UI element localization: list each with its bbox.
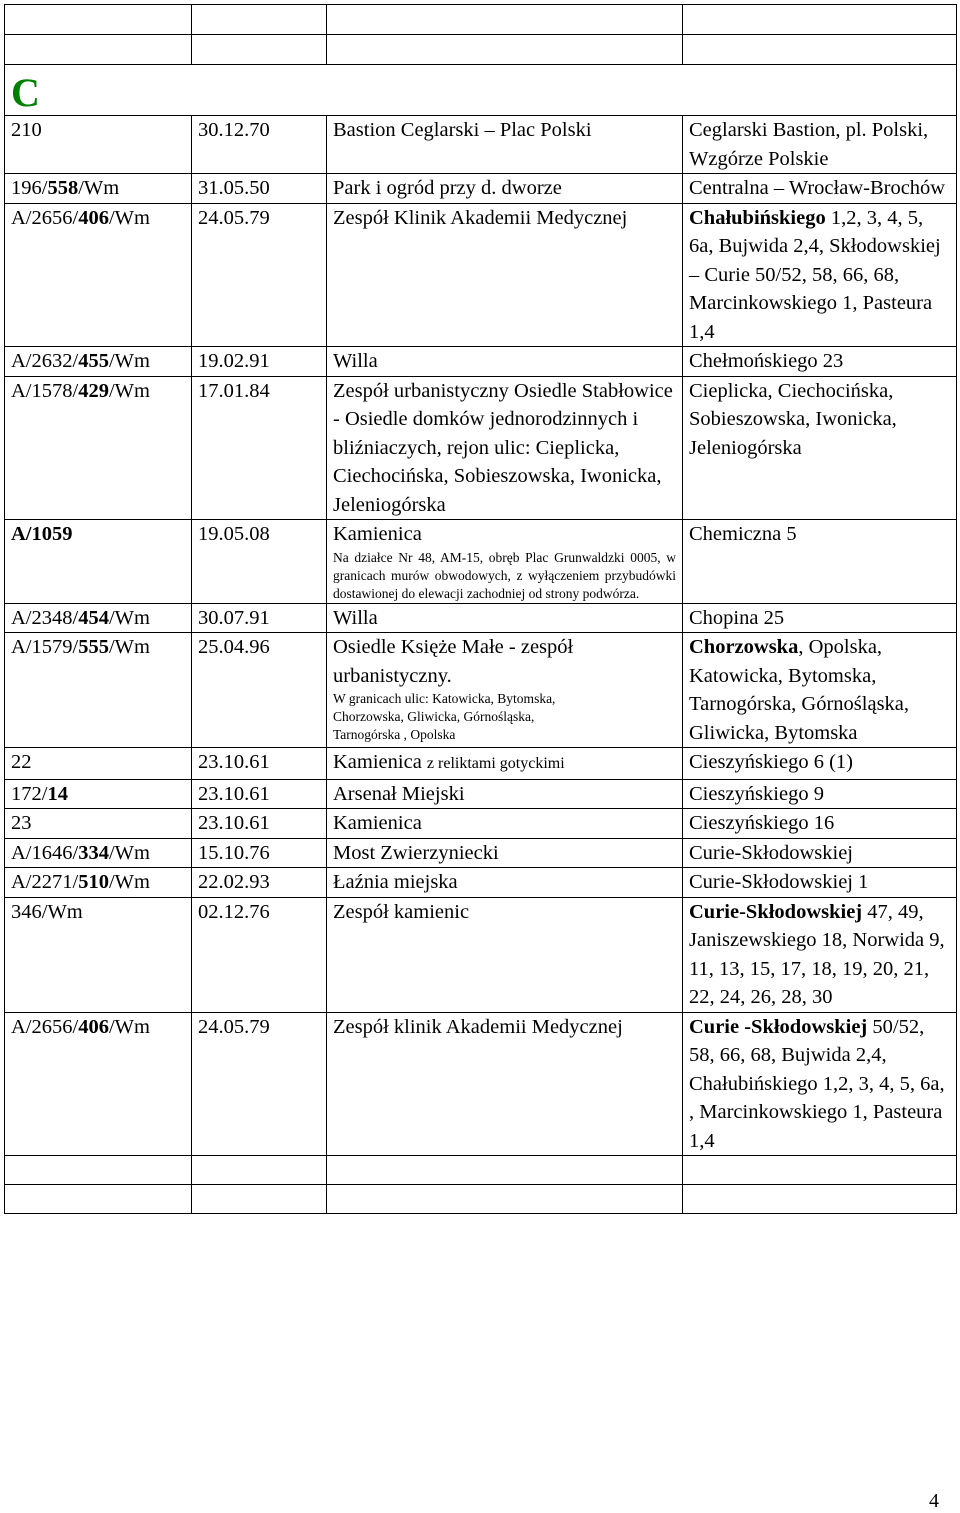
text-run: 23.10.61 [198,751,270,773]
address-cell [683,347,957,377]
object-name-cell [327,1012,683,1156]
text-run: 25.04.96 [198,636,270,658]
address-cell [683,203,957,347]
text-run: 17.01.84 [198,379,270,402]
bold-text: 406 [78,206,109,229]
entry-date-cell [192,203,327,347]
text-run: /Wm [108,379,150,402]
text-run: Most Zwierzyniecki [333,841,499,864]
object-name-cell [327,868,683,898]
text-run: A/2656/ [11,1015,79,1038]
text-run: 31.05.50 [198,177,270,199]
register-number-cell [5,1012,192,1156]
text-run: /Wm [108,871,150,893]
text-run: 02.12.76 [198,900,270,923]
address-cell [683,897,957,1012]
address-cell [683,520,957,604]
text-run: A/2632/ [11,350,79,372]
object-note: W granicach ulic: Katowicka, Bytomska, Chorzowska, Gliwicka, Górnośląska, Tarnogórska , Opolska [333,691,556,742]
text-run: 196/ [11,177,48,199]
empty-header-row [5,5,957,35]
object-name-cell [327,633,683,748]
text-run: /Wm [78,177,120,199]
text-run: /Wm [108,206,150,229]
entry-date-cell [192,520,327,604]
text-run: Kamienica [333,523,422,545]
text-run: Kamienica [333,812,422,834]
object-name-cell [327,203,683,347]
empty-cell [5,1156,192,1185]
object-name-cell [327,520,683,604]
text-run: /Wm [108,606,150,629]
text-run: Curie-Skłodowskiej 1 [689,871,869,893]
text-run: 19.05.08 [198,523,270,545]
entry-date-cell [192,1012,327,1156]
object-name-cell [327,603,683,633]
bold-text: 429 [78,379,109,402]
bold-text: Chorzowska [689,636,799,658]
entry-date-cell [192,809,327,839]
text-run: Ceglarski Bastion, pl. Polski, Wzgórze Polskie [689,119,929,170]
text-run: 346/Wm [11,900,83,923]
text-run: Zespół klinik Akademii Medycznej [333,1015,623,1038]
text-run: 24.05.79 [198,206,270,229]
text-run: Zespół kamienic [333,900,470,923]
section-letter: C [11,70,40,115]
table-row [5,779,957,809]
text-run: Zespół Klinik Akademii Medycznej [333,206,628,229]
text-run: A/1578/ [11,379,79,402]
table-row [5,174,957,204]
text-run: 23.10.61 [198,812,270,834]
text-run: A/1646/ [11,841,79,864]
table-row [5,1012,957,1156]
table-row [5,116,957,174]
entry-date-cell [192,116,327,174]
text-run: 23 [11,812,32,834]
table-row [5,203,957,347]
empty-header-row [5,35,957,65]
text-run: Arsenał Miejski [333,782,465,805]
entry-date-cell [192,174,327,204]
text-run: Osiedle Księże Małe - zespół urbanistyczny. [333,636,574,687]
object-name-cell [327,347,683,377]
address-cell [683,116,957,174]
empty-footer-row [5,1185,957,1214]
table-row [5,809,957,839]
bold-text: 510 [78,871,109,893]
address-cell [683,174,957,204]
empty-cell [327,1156,683,1185]
bold-text: 558 [47,177,79,199]
text-run: Kamienica [333,751,427,773]
bold-text: 455 [78,350,109,372]
page-number: 4 [929,1490,939,1512]
empty-footer-row [5,1156,957,1185]
table-row [5,520,957,604]
entry-date-cell [192,748,327,780]
bold-text: 454 [78,606,109,629]
table-row [5,376,957,520]
entry-date-cell [192,603,327,633]
bold-text: Curie -Skłodowskiej [689,1015,868,1038]
bold-text: 14 [47,782,68,805]
text-run: Bastion Ceglarski – Plac Polski [333,119,592,141]
object-name-cell [327,809,683,839]
entry-date-cell [192,868,327,898]
register-number-cell [5,347,192,377]
register-number-cell [5,603,192,633]
text-run: A/1579/ [11,636,79,658]
table-row [5,603,957,633]
table-row [5,838,957,868]
table-row [5,633,957,748]
text-run: Curie-Skłodowskiej [689,841,853,864]
text-run: Cieplicka, Ciechocińska, Sobieszowska, Iwonicka, Jeleniogórska [689,379,897,459]
text-run: Zespół urbanistyczny Osiedle Stabłowice - Osiedle domków jednorodzinnych i bliźniaczych, rejon ulic: Cieplicka, Ciechocińska, Sobieszowska, Iwonicka, Jeleniogórska [333,379,673,516]
address-cell [683,748,957,780]
entry-date-cell [192,897,327,1012]
address-cell [683,779,957,809]
entry-date-cell [192,347,327,377]
text-run: /Wm [108,350,150,372]
monument-register-table [4,4,957,1214]
bold-text: 406 [78,1015,109,1038]
address-cell [683,838,957,868]
text-run: 24.05.79 [198,1015,270,1038]
register-number-cell [5,203,192,347]
text-run: , Opolska, Katowicka, Bytomska, Tarnogórska, Górnośląska, Gliwicka, Bytomska [689,636,910,744]
text-run: 30.07.91 [198,606,270,629]
text-run: A/2656/ [11,206,79,229]
empty-cell [683,1156,957,1185]
register-number-cell [5,779,192,809]
register-number-cell [5,174,192,204]
register-number-cell [5,868,192,898]
empty-cell [192,1156,327,1185]
object-name-cell [327,779,683,809]
document-page [4,4,956,1214]
text-run: A/2271/ [11,871,79,893]
empty-cell [5,1185,192,1214]
text-run: Cieszyńskiego 9 [689,782,824,805]
empty-cell [192,1185,327,1214]
text-run: /Wm [108,841,150,864]
text-run: Cieszyńskiego 16 [689,812,835,834]
bold-text: Chałubińskiego [689,206,826,229]
register-number-cell [5,633,192,748]
object-name-cell [327,376,683,520]
bold-text: 334 [78,841,109,864]
section-letter-row [5,65,957,116]
text-run: /Wm [108,1015,150,1038]
table-row [5,868,957,898]
bold-text: A/1059 [11,523,73,545]
text-run: Chemiczna 5 [689,523,797,545]
text-run: 47, 49, Janiszewskiego 18, Norwida 9, 11, 13, 15, 17, 18, 19, 20, 21, 22, 24, 26, 28, 30 [689,900,945,1008]
text-run: A/2348/ [11,606,79,629]
text-run: 19.02.91 [198,350,270,372]
object-name-cell [327,897,683,1012]
text-run: Park i ogród przy d. dworze [333,177,562,199]
address-cell [683,633,957,748]
address-cell [683,376,957,520]
address-cell [683,1012,957,1156]
text-run: 22 [11,751,32,773]
object-name-cell [327,116,683,174]
text-run: 22.02.93 [198,871,270,893]
text-run: 1,2, 3, 4, 5, 6a, Bujwida 2,4, Skłodowskiej – Curie 50/52, 58, 66, 68, Marcinkowskiego 1, Pasteura 1,4 [689,206,941,343]
entry-date-cell [192,838,327,868]
register-number-cell [5,897,192,1012]
entry-date-cell [192,376,327,520]
table-row [5,748,957,780]
text-run: Willa [333,606,378,629]
text-run: Cieszyńskiego 6 (1) [689,751,853,773]
empty-cell [327,1185,683,1214]
register-number-cell [5,376,192,520]
object-name-cell [327,748,683,780]
text-run: Chełmońskiego 23 [689,350,844,372]
text-run: /Wm [108,636,150,658]
entry-date-cell [192,633,327,748]
table-row [5,347,957,377]
text-run: 23.10.61 [198,782,270,805]
register-number-cell [5,809,192,839]
register-number-cell [5,838,192,868]
bold-text: Curie-Skłodowskiej [689,900,863,923]
table-row [5,897,957,1012]
text-run: 172/ [11,782,48,805]
bold-text: 555 [78,636,109,658]
address-cell [683,603,957,633]
text-run: Centralna – Wrocław-Brochów [689,177,946,199]
address-cell [683,868,957,898]
object-note: Na działce Nr 48, AM-15, obręb Plac Grunwaldzki 0005, w granicach murów obwodowych, z wyłączeniem przybudówki dostawionej do elewacji zachodniej od strony podwórza. [333,549,676,601]
register-number-cell [5,520,192,604]
text-run: Chopina 25 [689,606,785,629]
text-run: Łaźnia miejska [333,871,458,893]
object-name-cell [327,174,683,204]
text-run: Willa [333,350,378,372]
empty-cell [683,1185,957,1214]
object-name-cell [327,838,683,868]
register-number-cell [5,116,192,174]
text-run: 15.10.76 [198,841,270,864]
address-cell [683,809,957,839]
text-run: 50/52, 58, 66, 68, Bujwida 2,4, Chałubińskiego 1,2, 3, 4, 5, 6a, , Marcinkowskiego 1, Pasteura 1,4 [689,1015,945,1152]
register-number-cell [5,748,192,780]
object-note: z reliktami gotyckimi [426,755,565,772]
entry-date-cell [192,779,327,809]
text-run: 210 [11,119,42,141]
text-run: 30.12.70 [198,119,270,141]
